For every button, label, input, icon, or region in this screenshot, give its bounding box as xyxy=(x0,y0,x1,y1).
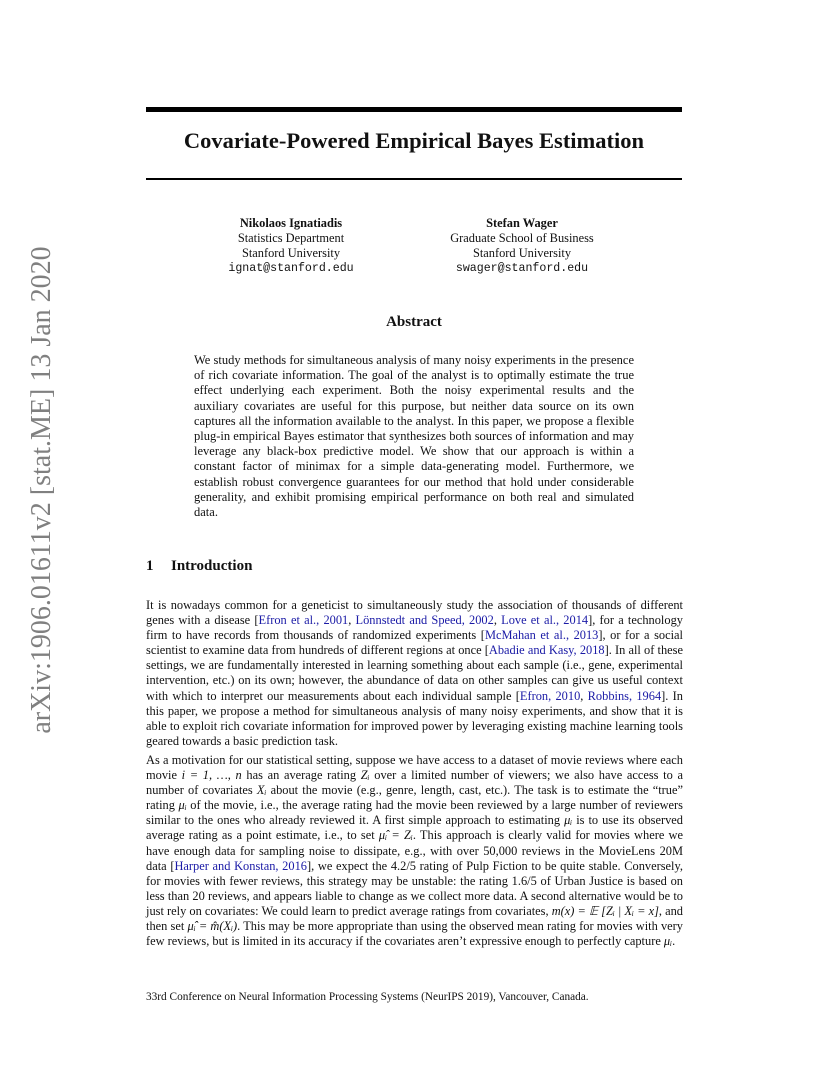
author-email[interactable]: swager@stanford.edu xyxy=(455,262,589,275)
section-title: Introduction xyxy=(171,558,253,574)
citation-link[interactable]: Lönnstedt and Speed, 2002 xyxy=(355,613,494,628)
text-run: , and then set xyxy=(146,903,683,934)
citation-link[interactable]: Love et al., 2014 xyxy=(501,613,589,628)
abstract-text: We study methods for simultaneous analysis of many noisy experiments in the presence of rich covariate information. The goal of the analyst is to optimally estimate the true effect underlying each experiment. Both the noisy experimental results and the auxiliary covariates are useful for this purpose, but neither data source on its own captures all the information available to the analyst. In this paper, we propose a flexible plug-in empirical Bayes estimator that synthesizes both sources of information and may leverage any black-box predictive model. We show that our approach is within a constant factor of minimax for a simple data-generating model. Furthermore, we establish robust convergence guarantees for our method that hold under considerable generality, and exhibit promising empirical performance on both real and simulated data. xyxy=(194,353,634,520)
math-inline: m(x) = 𝔼 [Zᵢ | Xᵢ = x] xyxy=(551,903,659,918)
text-run: It is nowadays common for a geneticist to simultaneously study the association of thousands of different genes with a disease [ xyxy=(146,598,683,628)
math-inline: Xᵢ xyxy=(256,783,267,798)
author-email[interactable]: ignat@stanford.edu xyxy=(228,262,354,275)
author-block xyxy=(161,216,421,276)
author-name: Nikolaos Ignatiadis xyxy=(239,216,343,230)
citation-link[interactable]: Abadie and Kasy, 2018 xyxy=(488,643,605,658)
text-run: about the movie (e.g., genre, length, cast, etc.). The task is to estimate the “true” rating xyxy=(146,783,684,813)
citation-link[interactable]: Efron et al., 2001 xyxy=(258,613,349,628)
text-run: . xyxy=(672,934,676,949)
title-top-rule xyxy=(146,107,682,112)
citation-link[interactable]: Robbins, 1964 xyxy=(587,688,662,703)
section-number: 1 xyxy=(146,558,154,574)
math-inline: μ̂ᵢ = Zᵢ xyxy=(378,828,413,843)
intro-paragraph-2 xyxy=(146,753,683,949)
math-inline: μᵢ xyxy=(663,934,673,949)
text-run: ], for a technology firm to have records from thousands of randomized experiments [ xyxy=(146,613,683,643)
math-inline: μᵢ xyxy=(564,813,573,828)
text-run: ]. In this paper, we propose a method for simultaneous analysis of many noisy experiments, and show that it is able to exploit rich covariate information for improved power by leveraging existing machine learning tools geared towards a basic prediction task. xyxy=(146,688,683,748)
text-run: over a limited number of viewers; we also have access to a number of covariates xyxy=(146,768,683,798)
math-inline: i = 1, …, n xyxy=(181,768,242,783)
title-bottom-rule xyxy=(146,178,682,180)
text-run: ], we expect the 4.2/5 rating of Pulp Fiction to be quite stable. Conversely, for movies with fewer reviews, this strategy may be unstable: the rating 1.6/5 of Urban Justice is based on less than 20 reviews, and appears liable to change as we collect more data. A second alternative would be to just rely on covariates: We could learn to predict average ratings from covariates, xyxy=(146,858,683,918)
text-run: is to use its observed average rating as a point estimate, i.e., to set xyxy=(146,813,684,843)
text-run: ], or for a social scientist to examine data from hundreds of different regions at once [ xyxy=(146,628,683,658)
text-run: , xyxy=(580,688,588,703)
author-department: Statistics Department xyxy=(237,231,345,245)
author-department: Graduate School of Business xyxy=(450,231,594,245)
author-name: Stefan Wager xyxy=(486,216,558,230)
author-affiliation: Stanford University xyxy=(241,246,341,260)
text-run: ]. In all of these settings, we are fundamentally interested in learning something about each sample (i.e., gene, experimental intervention, etc.) on its own; however, the abundance of data on other samples can give us useful context with which to interpret our measurements about each individual sample [ xyxy=(146,643,683,703)
math-inline: Zᵢ xyxy=(360,768,370,783)
text-run: , xyxy=(493,613,502,628)
text-run: . This may be more appropriate than using the observed mean rating for movies with very few reviews, but is limited in its accuracy if the covariates aren’t expressive enough to perfectly capture xyxy=(146,919,684,949)
paper-title: Covariate-Powered Empirical Bayes Estimation xyxy=(183,128,645,153)
text-run: . This approach is clearly valid for movies where we have enough data for sampling noise to dissipate, e.g., with over 50,000 reviews in the MovieLens 20M data [ xyxy=(146,828,684,873)
math-inline: μᵢ xyxy=(178,798,187,813)
abstract-heading: Abstract xyxy=(386,314,442,330)
math-inline: μ̂ᵢ = m̂(Xᵢ) xyxy=(187,919,238,934)
text-run: , xyxy=(348,613,356,628)
conference-footnote: 33rd Conference on Neural Information Processing Systems (NeurIPS 2019), Vancouver, Canada. xyxy=(146,991,589,1003)
author-affiliation: Stanford University xyxy=(472,246,572,260)
text-run: has an average rating xyxy=(241,768,361,783)
author-block xyxy=(392,216,652,276)
citation-link[interactable]: McMahan et al., 2013 xyxy=(484,628,599,643)
text-run: As a motivation for our statistical setting, suppose we have access to a dataset of movie reviews where each movie xyxy=(146,753,683,783)
intro-paragraph-1 xyxy=(146,598,683,749)
section-heading xyxy=(146,558,252,575)
citation-link[interactable]: Harper and Konstan, 2016 xyxy=(174,858,307,873)
citation-link[interactable]: Efron, 2010 xyxy=(519,688,581,703)
text-run: of the movie, i.e., the average rating had the movie been reviewed by a large number of reviewers similar to the ones who already reviewed it. A first simple approach to estimating xyxy=(146,798,683,828)
arxiv-identifier: arXiv:1906.01611v2 [stat.ME] 13 Jan 2020 xyxy=(26,246,57,734)
